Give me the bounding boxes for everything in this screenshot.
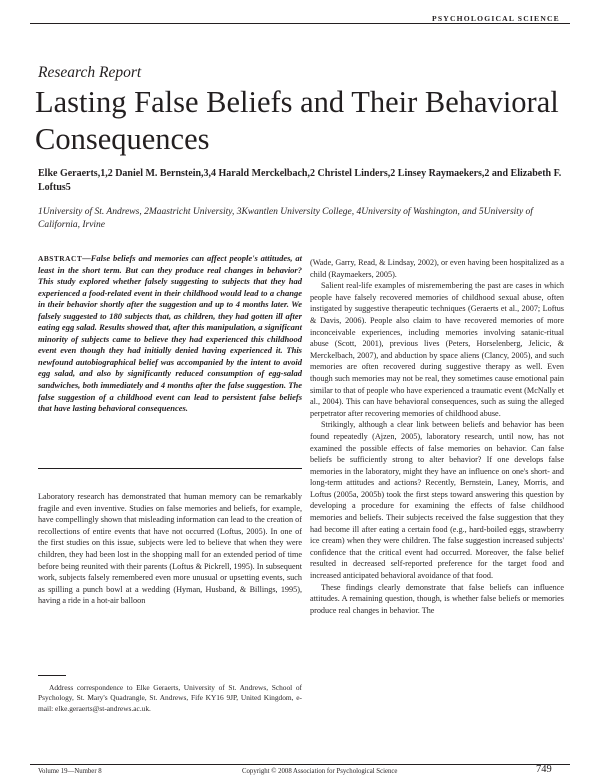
affiliations: 1University of St. Andrews, 2Maastricht University, 3Kwantlen University College, 4University of Washington, and 5University of California, Irvine — [38, 207, 533, 230]
copyright: Copyright © 2008 Association for Psychological Science — [242, 768, 398, 775]
body-paragraph: (Wade, Garry, Read, & Lindsay, 2002), or even having been hospitalized as a child (Raymaekers, 2005). — [310, 258, 564, 279]
left-column — [38, 491, 302, 607]
correspondence-footnote — [38, 683, 302, 714]
volume-info: Volume 19—Number 8 — [38, 768, 102, 775]
article-type: Research Report — [38, 64, 142, 81]
body-paragraph: Laboratory research has demonstrated that human memory can be remarkably fragile and even inventive. Studies on false memories and beliefs, for example, have compellingly shown that misleading information can lead to the creation of recollections of entire events that have not occurred (Loftus, 2005). In one of the first studies on this issue, subjects were led to believe that when they were children, they had been lost in the shopping mall for an extended period of time before being reunited with their parents (Loftus & Pickrell, 1995). In subsequent work, subjects falsely remembered even more unusual or upsetting events, such as spilling a punch bowl at a wedding (Hyman, Husband, & Billings, 1995), having a ride in a hot-air balloon — [38, 492, 302, 606]
footnote-text: Address correspondence to Elke Geraerts, University of St. Andrews, School of Psychology, St. Mary's Quadrangle, St. Andrews, Fife KY16 9JP, United Kingdom, e-mail: elke.geraerts@st-andrews.ac.uk. — [38, 683, 302, 713]
header-rule — [30, 23, 570, 24]
abstract-text: —False beliefs and memories can affect people's attitudes, at least in the short term. But can they produce real changes in behavior? This study explored whether falsely suggesting to subjects that they had experienced a food-related event in their childhood would lead to a change in their behavior shortly after the suggestion and up to 4 months later. We falsely suggested to 180 subjects that, as children, they had gotten ill after eating egg salad. Results showed that, after this manipulation, a significant minority of subjects came to believe they had experienced this childhood event even though they had initially denied having experienced it. This newfound autobiographical belief was accompanied by the intent to avoid egg salad, and also by significantly reduced consumption of egg-salad sandwiches, both immediately and 4 months after the false suggestion. The false suggestion of a childhood event can lead to persistent false beliefs that have lasting behavioral consequences. — [38, 253, 302, 414]
body-paragraph: Salient real-life examples of misremembering the past are cases in which people have falsely recovered memories of childhood sexual abuse, often instigated by suggestive therapeutic techniques (Geraerts et al., 2007; Loftus & Davis, 2006). People also claim to have recovered memories of more inconceivable experiences, including memories involving satanic-ritual abuse (Scott, 2001), previous lives (Peters, Horselenberg, Jelicic, & Merckelbach, 2007), and abduction by space aliens (Clancy, 2005), and such memories are often recovered during suggestive therapy as well. Even though such memories may not be real, they sometimes cause emotional pain similar to that of people who have experienced a traumatic event (McNally et al., 2004). This can have behavioral consequences, such as suing the alleged perpetrator after recovering memories of childhood abuse. — [310, 281, 564, 418]
journal-name: PSYCHOLOGICAL SCIENCE — [432, 14, 560, 23]
abstract — [38, 253, 302, 415]
right-column — [310, 257, 564, 616]
abstract-label: ABSTRACT — [38, 254, 83, 263]
page-number: 749 — [536, 764, 552, 775]
abstract-divider — [38, 468, 302, 469]
article-title: Lasting False Beliefs and Their Behavioral Consequences — [35, 85, 559, 156]
footer-rule — [30, 764, 570, 765]
body-paragraph: Strikingly, although a clear link between beliefs and behavior has been found repeatedly (Ajzen, 2005), laboratory research, until now, has not examined the possible effects of false memories on behavior. Can false beliefs be sufficiently strong to alter behavior? If one develops false memories in the laboratory, might they have an influence on one's short- and long-term attitudes and actions? Recently, Bernstein, Laney, Morris, and Loftus (2005a, 2005b) took the first steps toward answering this question by developing a procedure for examining the effects of false childhood memories and beliefs. Their subjects received the false suggestion that they had become ill after eating a certain food (e.g., hard-boiled eggs, strawberry ice cream) when they were children. The false suggestion increased subjects' confidence that the critical event had occurred. Moreover, the false belief resulted in decreased self-reported preference for the target food and increased anticipated behavioral avoidance of that food. — [310, 420, 564, 581]
footnote-rule — [38, 675, 66, 676]
author-list: Elke Geraerts,1,2 Daniel M. Bernstein,3,4 Harald Merckelbach,2 Christel Linders,2 Linsey Raymaekers,2 and Elizabeth F. Loftus5 — [38, 168, 562, 193]
body-paragraph: These findings clearly demonstrate that false beliefs can influence attitudes. A remaining question, though, is whether false beliefs or memories produce real changes in behavior. The — [310, 582, 564, 615]
